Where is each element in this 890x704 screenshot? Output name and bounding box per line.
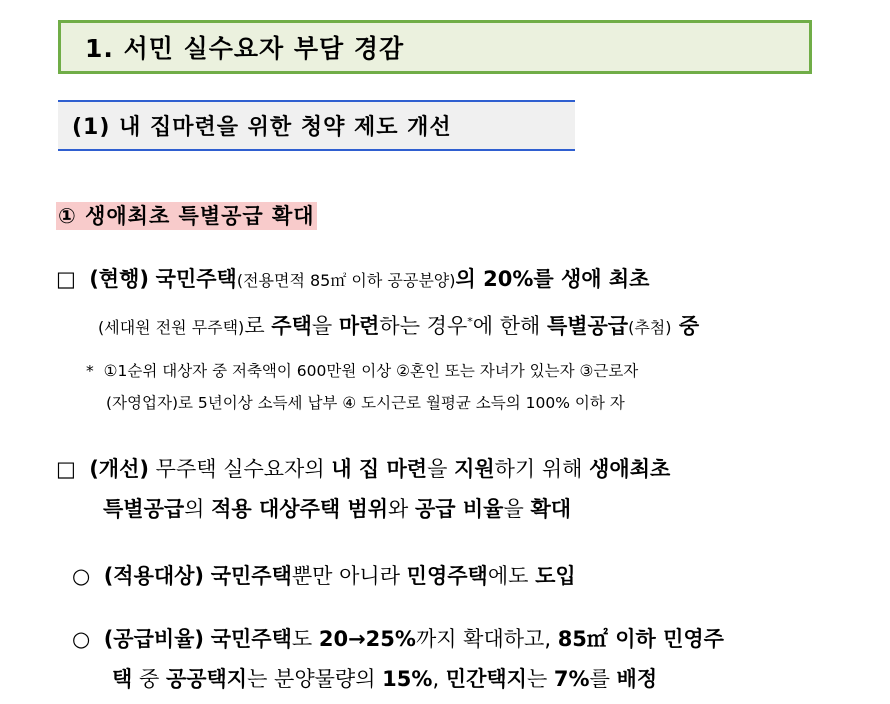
ratio-line-1: ○ (공급비율) 국민주택도 20→25%까지 확대하고, 85㎡ 이하 민영주 [72, 627, 724, 651]
footnote-line-2: (자영업자)로 5년이상 소득세 납부 ④ 도시근로 월평균 소득의 100% 이하 자 [106, 394, 625, 412]
highlighted-heading: ① 생애최초 특별공급 확대 [58, 204, 315, 228]
current-line-2: (세대원 전원 무주택)로 주택을 마련하는 경우*에 한해 특별공급(추첨) 중 [98, 314, 700, 338]
ratio-line-2: 택 중 공공택지는 분양물량의 15%, 민간택지는 7%를 배정 [112, 667, 658, 691]
subsection-title-box [58, 100, 575, 151]
circle-bullet: ○ [72, 564, 91, 588]
circle-bullet: ○ [72, 627, 91, 651]
footnote-mark: * [467, 315, 473, 328]
ratio-label: (공급비율) [103, 627, 205, 651]
improve-line-2: 특별공급의 적용 대상주택 범위와 공급 비율을 확대 [103, 497, 572, 521]
target-line-1: ○ (적용대상) 국민주택뿐만 아니라 민영주택에도 도입 [72, 564, 576, 588]
national-housing: 국민주택 [155, 267, 237, 291]
subsection-title: (1) 내 집마련을 위한 청약 제도 개선 [72, 115, 452, 140]
improve-line-1: □ (개선) 무주택 실수요자의 내 집 마련을 지원하기 위해 생애최초 [56, 457, 671, 481]
current-line-1: □ (현행) 국민주택(전용면적 85㎡ 이하 공공분양)의 20%를 생애 최초 [56, 267, 650, 291]
target-label: (적용대상) [103, 564, 205, 588]
section-title-box [58, 20, 812, 74]
section-title: 1. 서민 실수요자 부담 경감 [85, 34, 405, 63]
footnote-marker: * [86, 362, 94, 380]
footnote-line-1: * ①1순위 대상자 중 저축액이 600만원 이상 ②혼인 또는 자녀가 있는자 ③근로자 [86, 362, 639, 380]
current-label: (현행) [89, 267, 149, 291]
improve-label: (개선) [89, 457, 149, 481]
checkbox-bullet: □ [56, 457, 76, 481]
checkbox-bullet: □ [56, 267, 76, 291]
